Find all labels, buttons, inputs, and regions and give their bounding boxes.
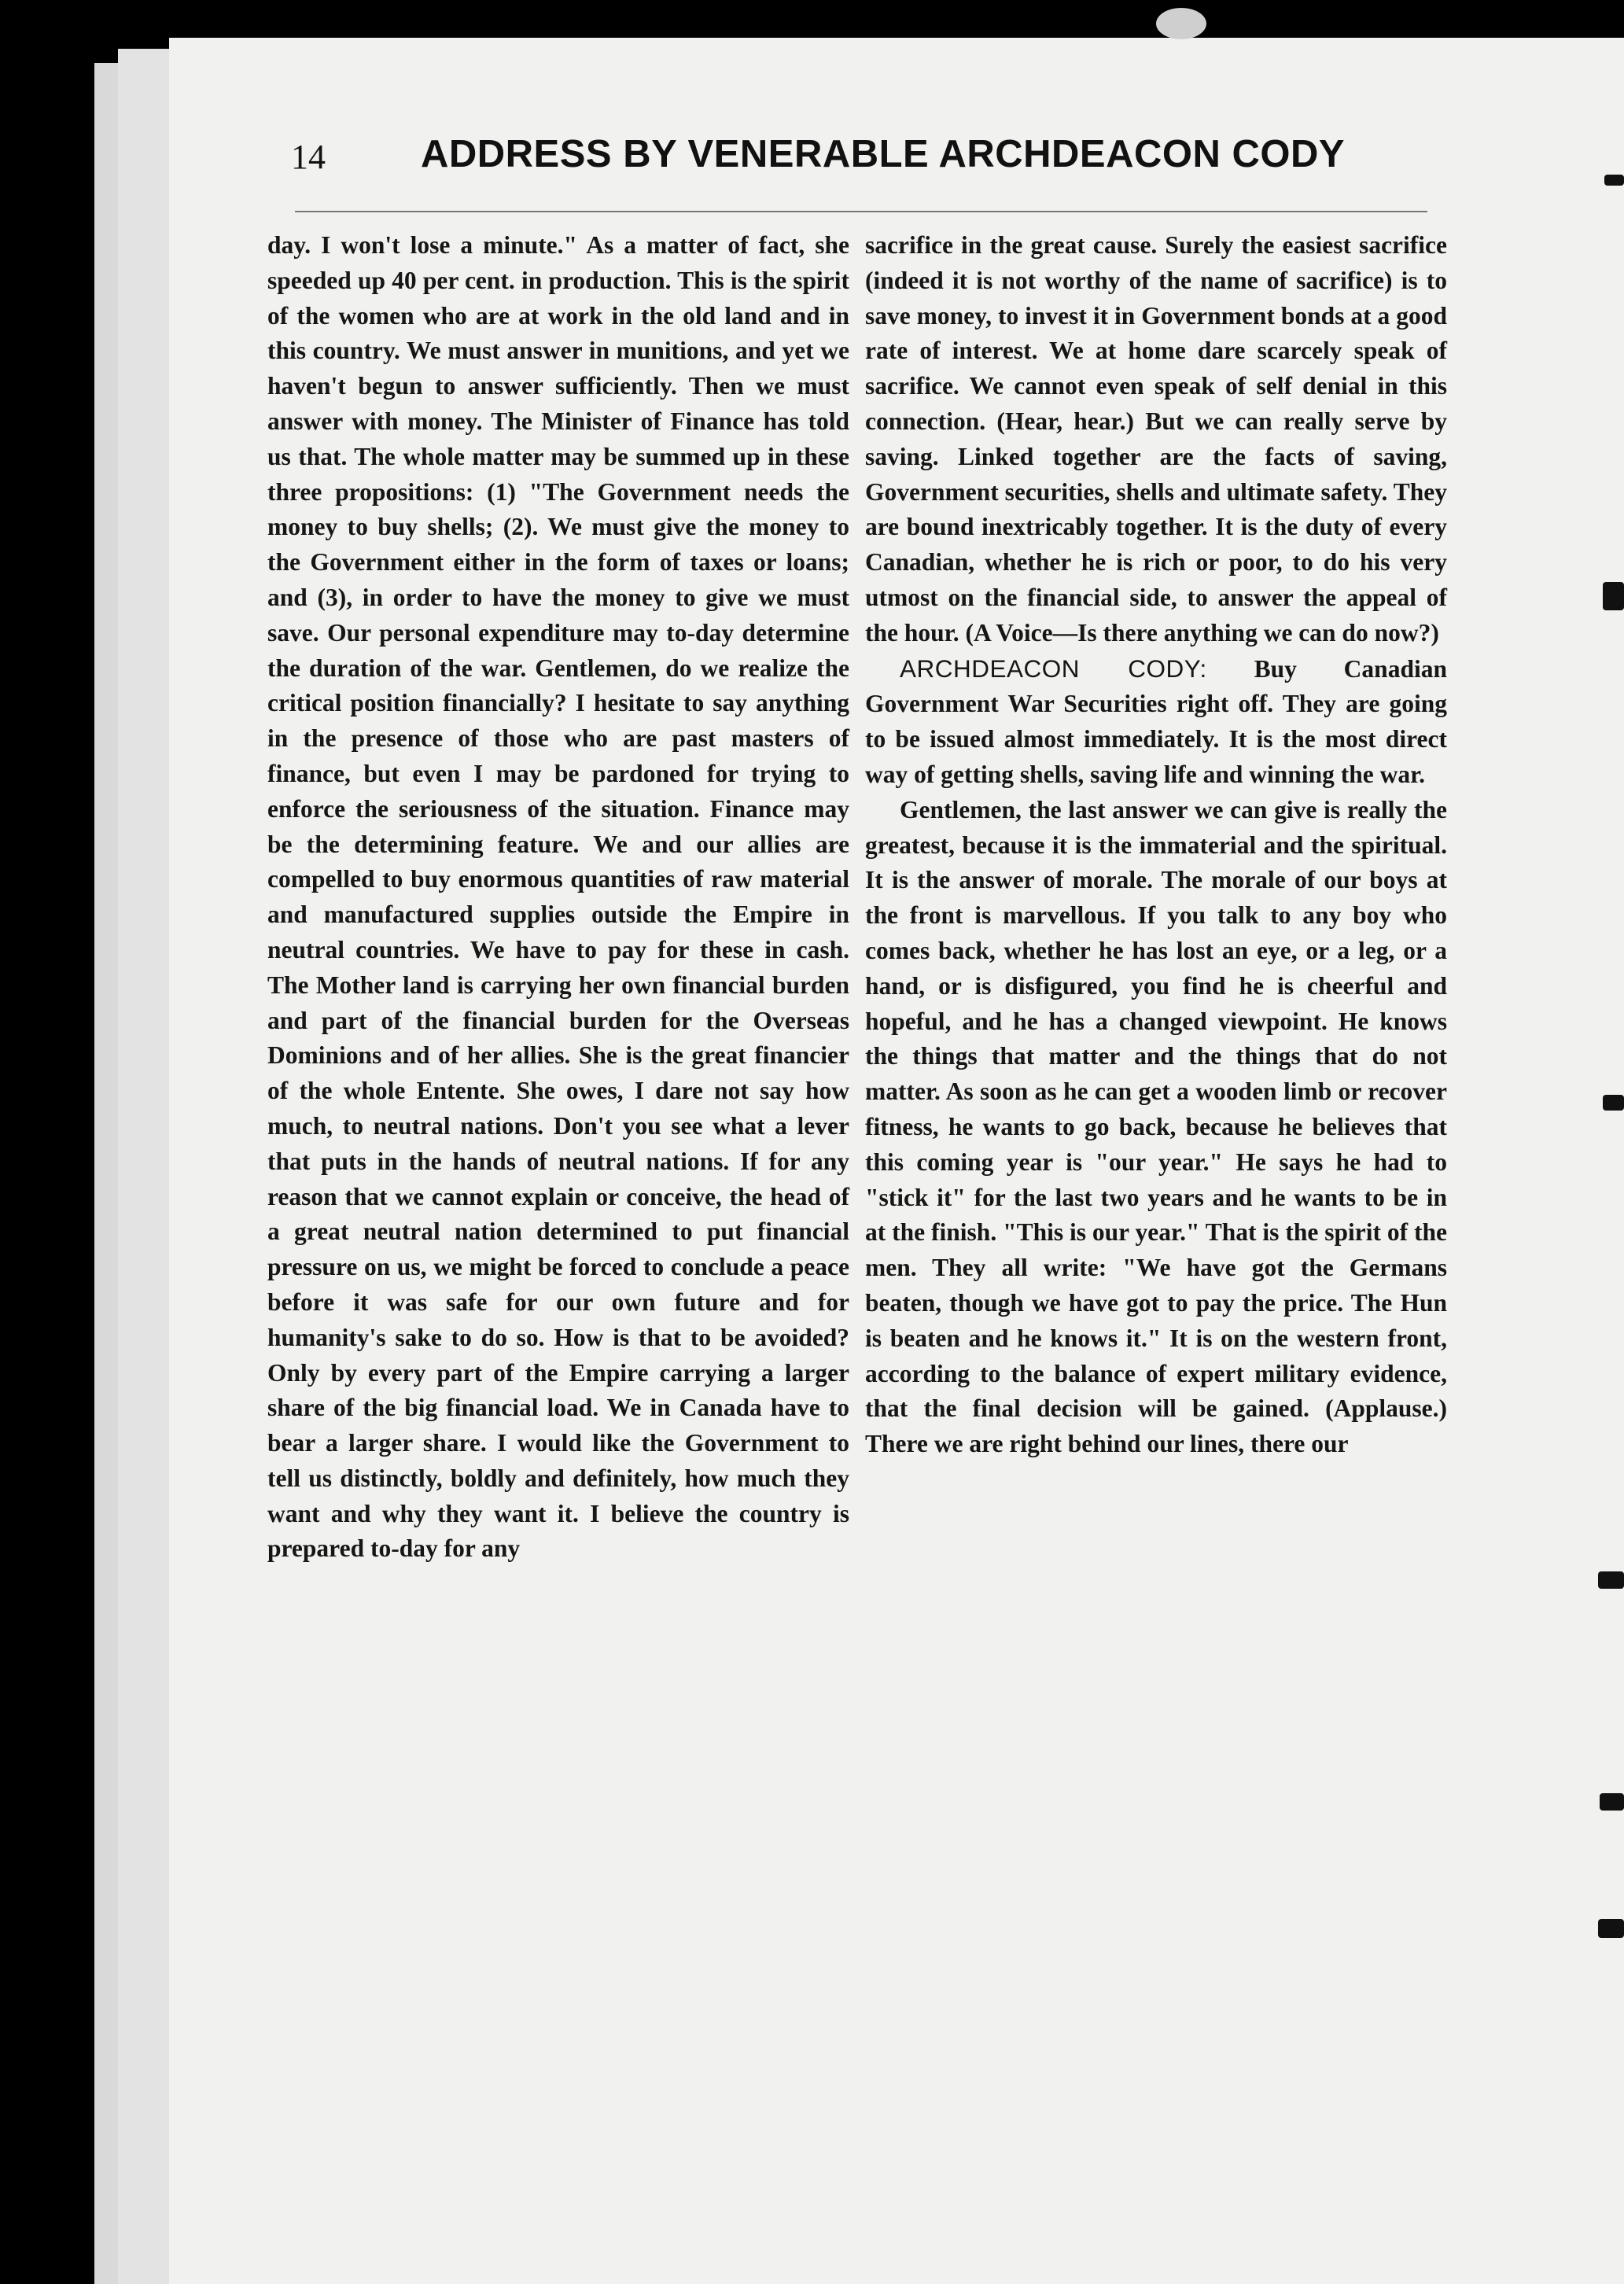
edge-mark	[1598, 1919, 1624, 1938]
page-header	[260, 132, 1423, 187]
right-paragraph-2	[865, 651, 1447, 793]
right-paragraph-1: sacrifice in the great cause. Surely the easiest sacrifice (indeed it is not worthy of the name of sacrifice) is to save money, to invest it in Government bonds at a good rate of interest. We at home dare scarcely speak of sacrifice. We cannot even speak of self denial in this connection. (Hear, hear.) But we can really serve by saving. Linked together are the facts of saving, Government securities, shells and ultimate safety. They are bound inextricably together. It is the duty of every Canadian, whether he is rich or poor, to do his very utmost on the financial side, to answer the appeal of the hour. (A Voice—Is there anything we can do now?)	[865, 231, 1447, 647]
edge-mark	[1598, 1571, 1624, 1589]
left-column	[267, 228, 849, 1567]
edge-mark	[1603, 582, 1624, 610]
running-head: ADDRESS BY VENERABLE ARCHDEACON CODY	[421, 133, 1346, 175]
speaker-name: ARCHDEACON CODY:	[900, 654, 1207, 683]
header-rule	[295, 211, 1427, 212]
edge-mark	[1600, 1793, 1624, 1811]
left-paragraph: day. I won't lose a minute." As a matter of fact, she speeded up 40 per cent. in production. This is the spirit of the women who are at work in the old land and in this country. We must answer in munitions, and yet we haven't begun to answer sufficiently. Then we must answer with money. The Minister of Finance has told us that. The whole matter may be summed up in these three propositions: (1) "The Government needs the money to buy shells; (2). We must give the money to the Government either in the form of taxes or loans; and (3), in order to have the money to give we must save. Our personal expenditure may to-day determine the duration of the war. Gentlemen, do we realize the critical position financially? I hesitate to say anything in the presence of those who are past masters of finance, but even I may be pardoned for trying to enforce the seriousness of the situation. Finance may be the determining feature. We and our allies are compelled to buy enormous quantities of raw material and manufactured supplies outside the Empire in neutral countries. We have to pay for these in cash. The Mother land is carrying her own financial burden and part of the financial burden for the Overseas Dominions and of her allies. She is the great financier of the whole Entente. She owes, I dare not say how much, to neutral nations. Don't you see what a lever that puts in the hands of neutral nations. If for any reason that we cannot explain or conceive, the head of a great neutral nation determined to put financial pressure on us, we might be forced to conclude a peace before it was safe for our own future and for humanity's sake to do so. How is that to be avoided? Only by every part of the Empire carrying a larger share of the big financial load. We in Canada have to bear a larger share. I would like the Government to tell us distinctly, boldly and definitely, how much they want and why they want it. I believe the country is prepared to-day for any	[267, 231, 849, 1563]
page-number: 14	[291, 138, 326, 176]
speaker-text: Buy Canadian Government War Securities right off. They are going to be issued almost immediately. It is the most direct way of getting shells, saving life and winning the war.	[865, 654, 1447, 788]
right-paragraph-3: Gentlemen, the last answer we can give is really the greatest, because it is the immaterial and the spiritual. It is the answer of morale. The morale of our boys at the front is marvellous. If you talk to any boy who comes back, whether he has lost an eye, or a leg, or a hand, or is disfigured, you find he is cheerful and hopeful, and he has a changed viewpoint. He knows the things that matter and the things that do not matter. As soon as he can get a wooden limb or recover fitness, he wants to go back, because he believes that this coming year is "our year." He says he had to "stick it" for the last two years and he wants to be in at the finish. "This is our year." That is the spirit of the men. They all write: "We have got the Germans beaten, though we have got to pay the price. The Hun is beaten and he knows it." It is on the western front, according to the balance of expert military evidence, that the final decision will be gained. (Applause.) There we are right behind our lines, there our	[865, 795, 1447, 1458]
edge-mark	[1603, 1095, 1624, 1111]
right-column	[865, 228, 1447, 1462]
edge-mark	[1604, 175, 1624, 186]
scan-smudge	[1156, 8, 1206, 39]
